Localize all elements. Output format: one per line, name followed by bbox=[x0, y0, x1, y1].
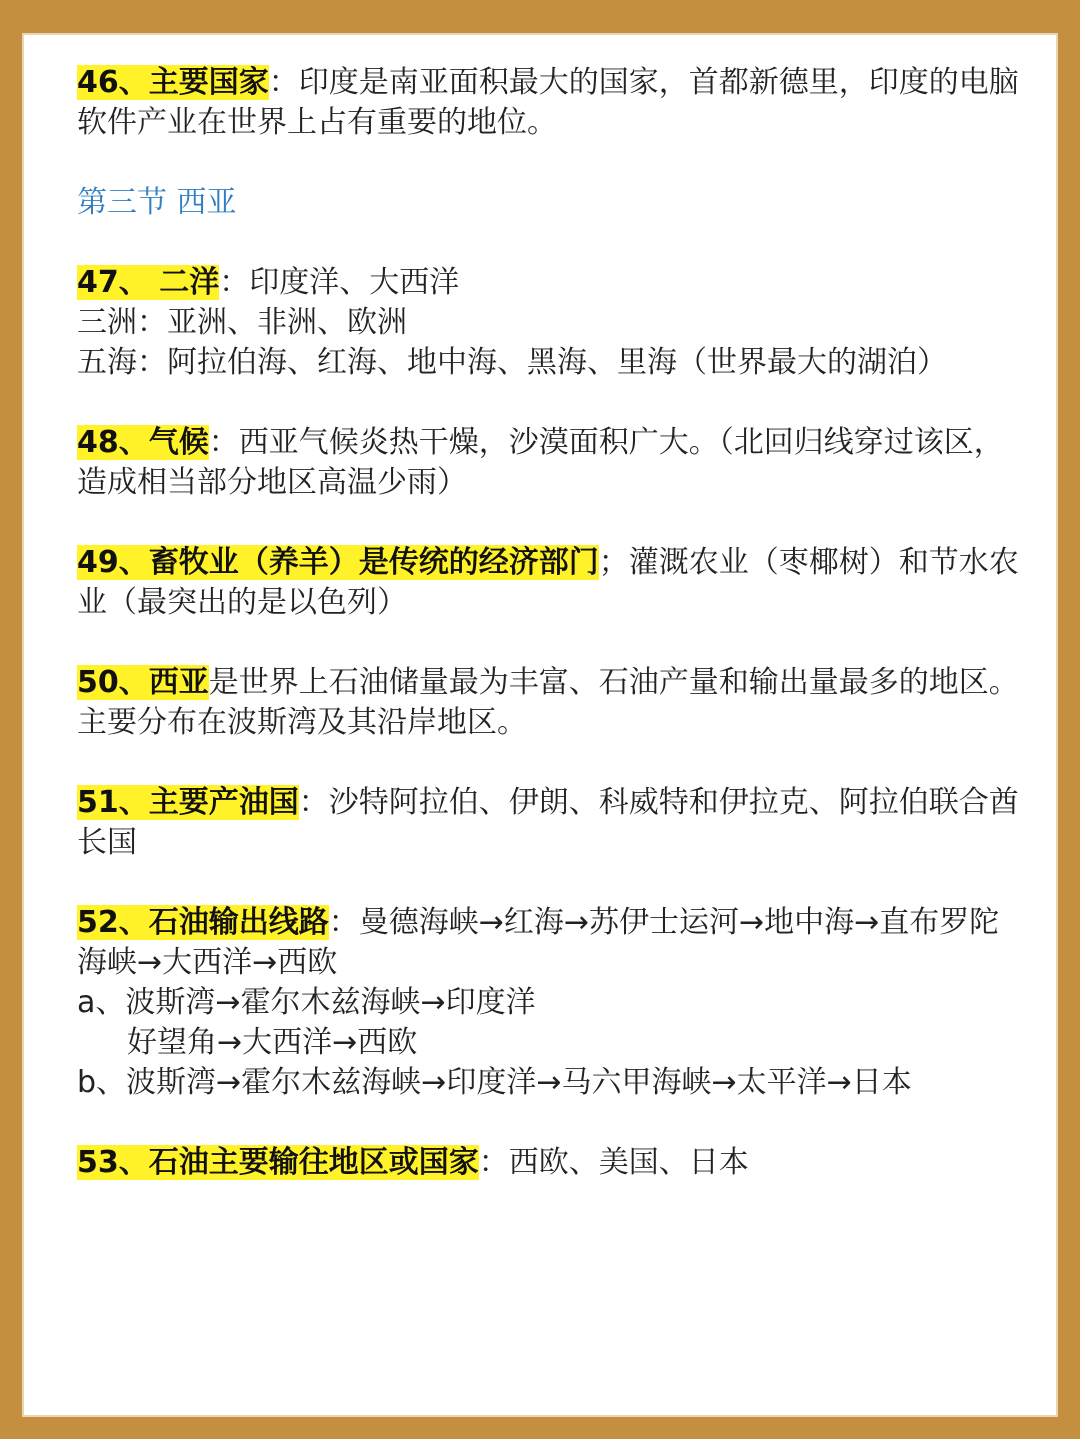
item-47-line-3: 五海：阿拉伯海、红海、地中海、黑海、里海（世界最大的湖泊） bbox=[77, 345, 947, 380]
item-46 bbox=[77, 63, 1022, 143]
item-52-label: 52、石油输出线路 bbox=[77, 905, 329, 940]
item-48-label: 48、气候 bbox=[77, 425, 209, 460]
item-48 bbox=[77, 423, 1022, 503]
section-title: 第三节 西亚 bbox=[77, 185, 237, 220]
item-47-text: ：印度洋、大西洋 bbox=[219, 265, 460, 300]
item-50-text: 是世界上石油储量最为丰富、石油产量和输出量最多的地区。主要分布在波斯湾及其沿岸地区。 bbox=[77, 665, 1019, 740]
item-53 bbox=[77, 1143, 1022, 1183]
item-49-text: ；灌溉农业（枣椰树）和节水农业（最突出的是以色列） bbox=[77, 545, 1019, 620]
content-card bbox=[22, 33, 1058, 1417]
item-52 bbox=[77, 903, 1022, 983]
item-49-label: 49、畜牧业（养羊）是传统的经济部门 bbox=[77, 545, 599, 580]
item-47-line-2: 三洲：亚洲、非洲、欧洲 bbox=[77, 305, 407, 340]
item-53-label: 53、石油主要输往地区或国家 bbox=[77, 1145, 479, 1180]
item-51-label: 51、主要产油国 bbox=[77, 785, 299, 820]
item-52-route-a: a、波斯湾→霍尔木兹海峡→印度洋 bbox=[77, 985, 536, 1020]
item-46-label: 46、主要国家 bbox=[77, 65, 269, 100]
item-50-label: 50、西亚 bbox=[77, 665, 209, 700]
item-51-text: ：沙特阿拉伯、伊朗、科威特和伊拉克、阿拉伯联合酋长国 bbox=[77, 785, 1019, 860]
item-52-route-b: b、波斯湾→霍尔木兹海峡→印度洋→马六甲海峡→太平洋→日本 bbox=[77, 1065, 912, 1100]
item-46-text: ：印度是南亚面积最大的国家，首都新德里，印度的电脑软件产业在世界上占有重要的地位。 bbox=[77, 65, 1019, 140]
notes-content bbox=[77, 63, 1022, 1183]
item-53-text: ：西欧、美国、日本 bbox=[478, 1145, 749, 1180]
item-51 bbox=[77, 783, 1022, 863]
item-52-text: ：曼德海峡→红海→苏伊士运河→地中海→直布罗陀海峡→大西洋→西欧 bbox=[77, 905, 1000, 980]
item-49 bbox=[77, 543, 1022, 623]
item-47-label: 47、 二洋 bbox=[77, 265, 220, 300]
item-47 bbox=[77, 263, 1022, 303]
item-50 bbox=[77, 663, 1022, 743]
item-48-text: ：西亚气候炎热干燥，沙漠面积广大。（北回归线穿过该区，造成相当部分地区高温少雨） bbox=[77, 425, 1004, 500]
item-52-route-a-cont: 好望角→大西洋→西欧 bbox=[127, 1025, 418, 1060]
